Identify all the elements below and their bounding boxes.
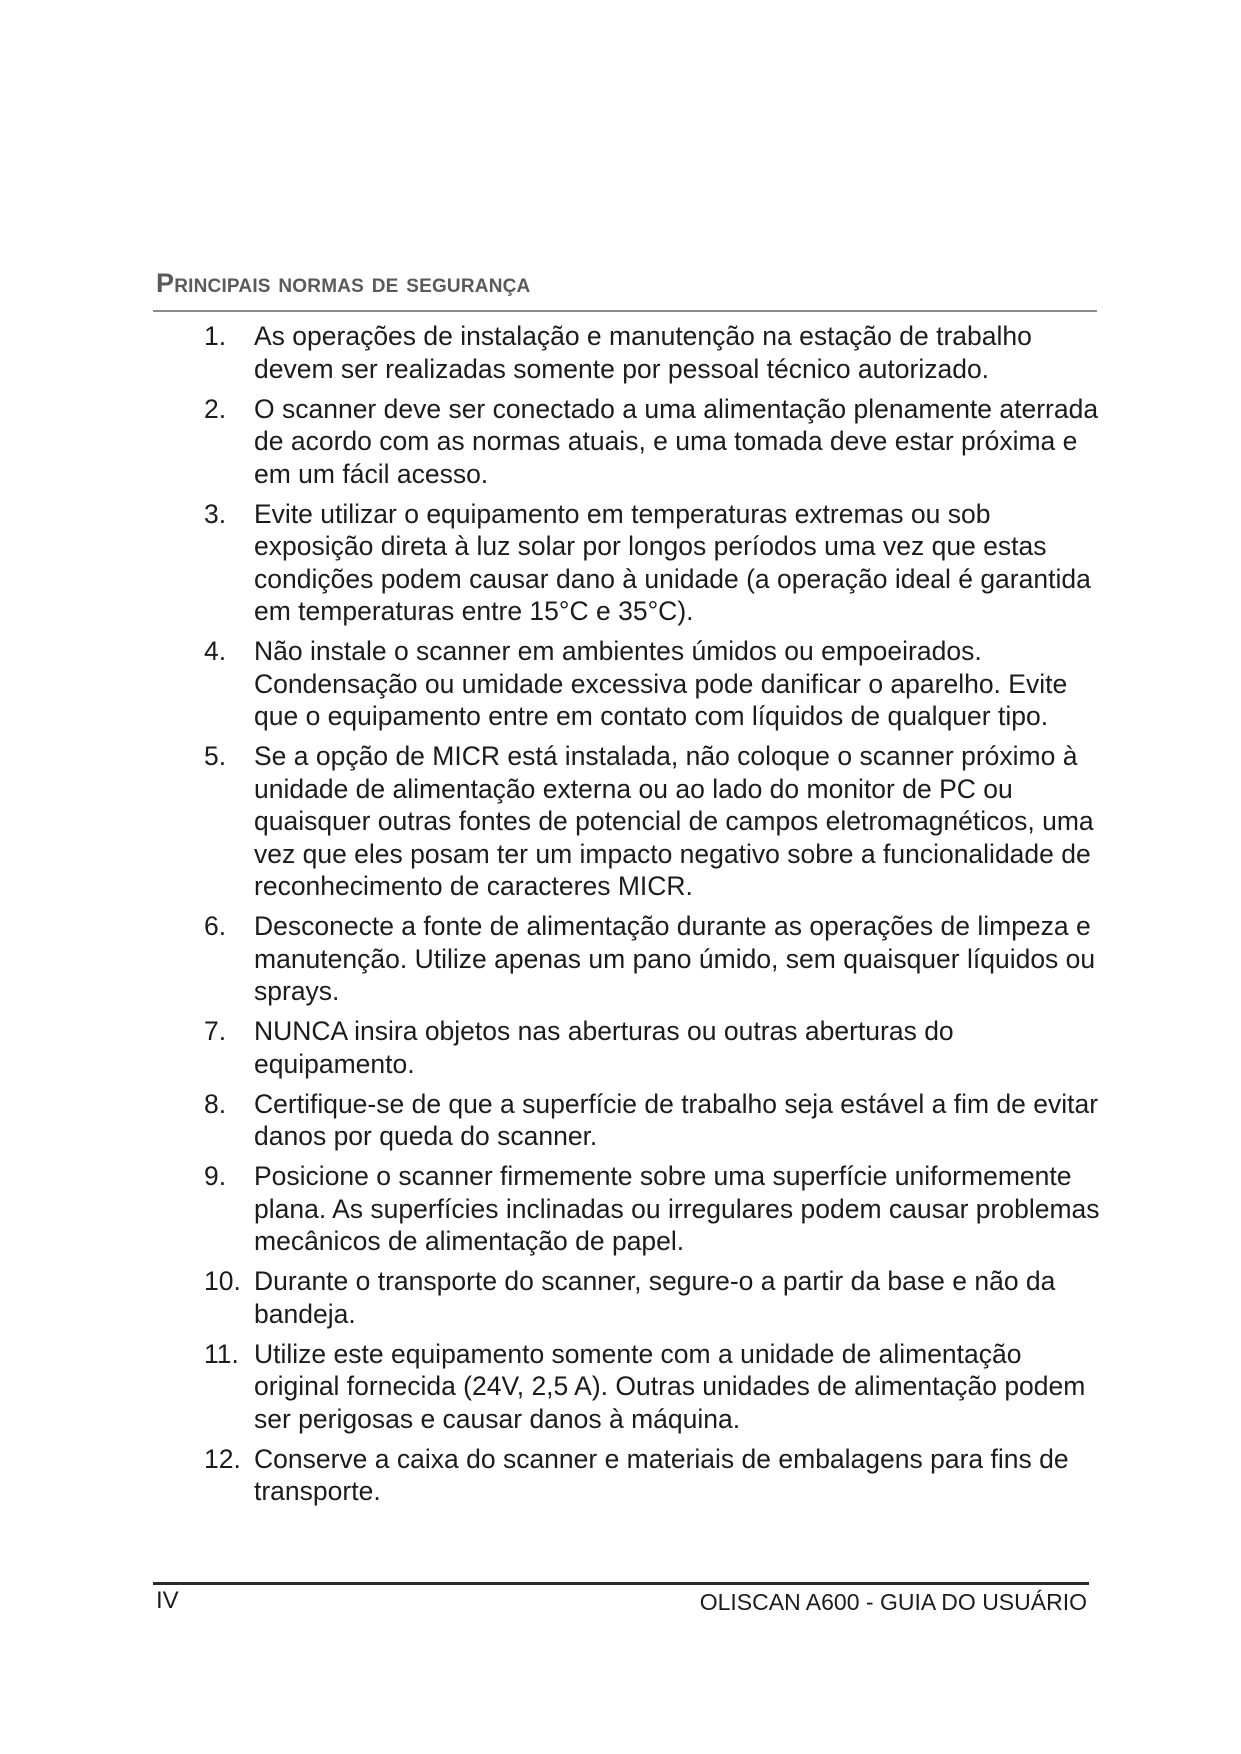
- list-item: [204, 635, 1104, 733]
- list-item: [204, 1088, 1104, 1153]
- list-item-text: Evite utilizar o equipamento em temperaturas extremas ou sob exposição direta à luz solar por longos períodos uma vez que estas condições podem causar dano à unidade (a operação ideal é garantida em temperaturas entre 15°C e 35°C).: [254, 498, 1091, 626]
- list-item-number: 3.: [204, 498, 227, 529]
- page-number: IV: [156, 1587, 179, 1614]
- heading-divider: [153, 310, 1097, 312]
- list-item: [204, 1443, 1104, 1508]
- list-item-text: O scanner deve ser conectado a uma alimentação plenamente aterrada de acordo com as normas atuais, e uma tomada deve estar próxima e em um fácil acesso.: [254, 393, 1099, 489]
- list-item-number: 10.: [204, 1266, 241, 1296]
- section-heading: Principais normas de segurança: [156, 268, 531, 298]
- list-item: [204, 910, 1104, 1008]
- list-item: [204, 498, 1104, 628]
- list-item-number: 8.: [204, 1088, 227, 1119]
- footer-document-title: OLISCAN A600 - GUIA DO USUÁRIO: [699, 1589, 1087, 1615]
- list-item: [204, 1015, 1104, 1080]
- list-item-text: Utilize este equipamento somente com a unidade de alimentação original fornecida (24V, 2,5 A). Outras unidades de alimentação podem ser perigosas e causar danos à máquina.: [254, 1338, 1086, 1434]
- list-item-text: Conserve a caixa do scanner e materiais de embalagens para fins de transporte.: [254, 1443, 1069, 1506]
- list-item: [204, 320, 1104, 385]
- list-item-number: 2.: [204, 393, 227, 424]
- list-item-number: 11.: [204, 1338, 239, 1369]
- list-item: [204, 393, 1104, 491]
- safety-rules-list: [204, 320, 1104, 1515]
- list-item: [204, 740, 1104, 903]
- footer-divider: [153, 1582, 1089, 1585]
- list-item-number: 5.: [204, 741, 227, 771]
- list-item-number: 1.: [204, 321, 227, 351]
- list-item: [204, 1265, 1104, 1330]
- list-item: [204, 1160, 1104, 1258]
- list-item-text: Durante o transporte do scanner, segure-o a partir da base e não da bandeja.: [254, 1266, 1056, 1329]
- list-item-text: Não instale o scanner em ambientes úmidos ou empoeirados. Condensação ou umidade excessiva pode danificar o aparelho. Evite que o equipamento entre em contato com líquidos de qualquer tipo.: [254, 636, 1068, 731]
- list-item-text: As operações de instalação e manutenção na estação de trabalho devem ser realizadas somente por pessoal técnico autorizado.: [254, 321, 1032, 384]
- list-item-number: 12.: [204, 1443, 241, 1474]
- list-item-text: Posicione o scanner firmemente sobre uma superfície uniformemente plana. As superfícies inclinadas ou irregulares podem causar problemas mecânicos de alimentação de papel.: [254, 1161, 1100, 1256]
- list-item-number: 6.: [204, 911, 227, 941]
- list-item-text: Se a opção de MICR está instalada, não coloque o scanner próximo à unidade de alimentação externa ou ao lado do monitor de PC ou quaisquer outras fontes de potencial de campos eletromagnéticos, uma vez que eles posam ter um impacto negativo sobre a funcionalidade de reconhecimento de caracteres MICR.: [254, 741, 1094, 901]
- list-item-text: NUNCA insira objetos nas aberturas ou outras aberturas do equipamento.: [254, 1016, 954, 1079]
- list-item: [204, 1338, 1104, 1436]
- list-item-text: Certifique-se de que a superfície de trabalho seja estável a fim de evitar danos por queda do scanner.: [254, 1088, 1099, 1151]
- list-item-text: Desconecte a fonte de alimentação durante as operações de limpeza e manutenção. Utilize apenas um pano úmido, sem quaisquer líquidos ou sprays.: [254, 911, 1096, 1006]
- list-item-number: 4.: [204, 636, 227, 666]
- list-item-number: 7.: [204, 1016, 227, 1046]
- list-item-number: 9.: [204, 1161, 227, 1191]
